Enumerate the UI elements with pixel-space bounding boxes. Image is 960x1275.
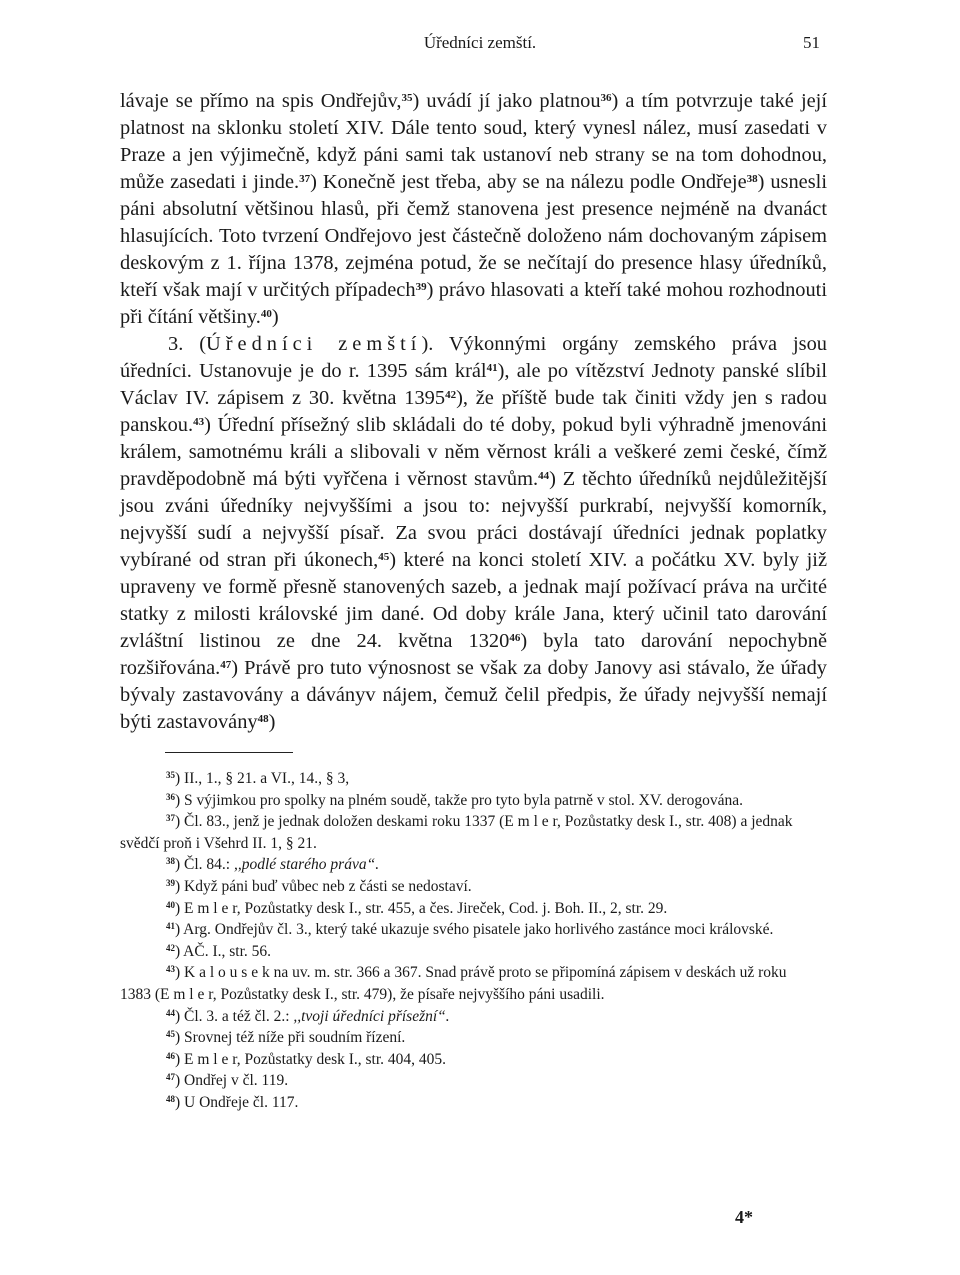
footnote-ref: 46 xyxy=(509,632,521,644)
footnote xyxy=(120,768,805,790)
footnote-text: ) AČ. I., str. 56. xyxy=(175,942,272,960)
footnote xyxy=(120,962,805,1005)
text-run: ), ale po vítězství Jednoty panské slíbil Václav IV. zápisem z 30. května 1395 xyxy=(120,360,827,409)
text-run: ), že příště bude tak činiti vždy jen s radou panskou. xyxy=(120,387,827,436)
text-run: lávaje se přímo na spis Ondřejův, xyxy=(120,90,402,112)
footnote-number: 46 xyxy=(166,1050,175,1061)
text-run: ) které na konci století XIV. a počátku XV. byly již upraveny ve formě přesně stanovených sazeb, a jednak mají požívací práva na určité statky z milosti královské jim dané. Od doby krále Jana, který učinil tato darování zvláštní listinou ze dne 24. května 1320 xyxy=(120,549,827,652)
text-run: ) právo hlasovati a kteří také mohou rozhodnouti při čítání většiny. xyxy=(120,279,827,328)
text-run: ) Konečně jest třeba, aby se na nálezu podle Ondřeje xyxy=(310,171,747,193)
footnote-ref: 44 xyxy=(538,470,550,482)
printer-signature-mark: 4* xyxy=(735,1207,753,1227)
footnote xyxy=(120,1092,805,1114)
footnote-quote: ,,tvoji úředníci přísežní“. xyxy=(293,1007,450,1025)
footnote-number: 48 xyxy=(166,1093,175,1104)
footnote xyxy=(120,941,805,963)
footnote-ref: 39 xyxy=(415,281,427,293)
footnote-ref: 48 xyxy=(257,713,269,725)
footnote-divider xyxy=(165,752,293,753)
footnote-text: ) Arg. Ondřejův čl. 3., který také ukazuje svého pisatele jako horlivého zastánce moci královské. xyxy=(175,921,774,939)
footnote-ref: 35 xyxy=(401,92,413,104)
footnote-number: 39 xyxy=(166,877,175,888)
footnote-ref: 40 xyxy=(260,308,272,320)
footnote-number: 38 xyxy=(166,856,175,867)
footnote-number: 43 xyxy=(166,964,175,975)
footnote xyxy=(120,876,805,898)
footnote xyxy=(120,854,805,876)
text-run: ) usnesli páni absolutní většinou hlasů, při čemž stanovena jest presence nejméně na dvanáct hlasujících. Toto tvrzení Ondřejovo jest částečně doloženo nám dochovaným zápisem deskovým z 1. října 1378, zejména potud, že se nečítají do presence hlasy úředníků, kteří však mají v určitých případech xyxy=(120,171,827,301)
text-run: ) xyxy=(271,306,279,328)
footnote-text: ) Čl. 84.: xyxy=(175,856,234,874)
footnote xyxy=(120,1006,805,1028)
footnote-text: ) Čl. 83., jenž je jednak doložen deskami roku 1337 (E m l e r, Pozůstatky desk I., str. 408) a jednak svědčí proň i Všehrd II. 1, § 21. xyxy=(120,813,793,852)
footnote-text: ) S výjimkou pro spolky na plném soudě, takže pro tyto byla patrně v stol. XV. derogována. xyxy=(175,791,743,809)
footnote-number: 36 xyxy=(166,791,175,802)
footnote-text: ) E m l e r, Pozůstatky desk I., str. 455, a čes. Jireček, Cod. j. Boh. II., 2, str. 29. xyxy=(175,899,668,917)
text-run: ). Výkonnými orgány zemského práva jsou úředníci. Ustanovuje je do r. 1395 sám král xyxy=(120,333,827,382)
text-run: ) Úřední přísežný slib skládali do té doby, pokud byli výhradně jmenováni králem, samotnému králi a slibovali v něm věrnost králi a veškeré zemi české, čímž pravděpodobně má býti vyřčena i věrnost stavům. xyxy=(120,414,827,490)
footnote xyxy=(120,1027,805,1049)
text-run: ) xyxy=(268,711,276,733)
text-run: ) Právě pro tuto výnosnost se však za doby Janovy asi stávalo, že úřady bývaly zastavovány a dáványv nájem, čemuž čelil předpis, že úřady nejvyšší nemají býti zastavovány xyxy=(120,657,827,733)
text-run: ) byla tato darování nepochybně rozšiřována. xyxy=(120,630,827,679)
footnote-quote: ,,podlé starého práva“. xyxy=(234,856,380,874)
footnote-ref: 42 xyxy=(445,389,457,401)
footnote-ref: 37 xyxy=(299,173,311,185)
footnotes xyxy=(120,768,805,1114)
footnote-text: ) U Ondřeje čl. 117. xyxy=(175,1093,299,1111)
footnote-text: ) Srovnej též níže při soudním řízení. xyxy=(175,1029,406,1047)
footnote xyxy=(120,790,805,812)
footnote-ref: 36 xyxy=(600,92,612,104)
paragraph-2 xyxy=(120,331,827,736)
footnote xyxy=(120,1049,805,1071)
text-run: 3. ( xyxy=(168,333,206,355)
footnote-text: ) K a l o u s e k na uv. m. str. 366 a 367. Snad právě proto se připomíná zápisem v deskách už roku 1383 (E m l e r, Pozůstatky desk I., str. 479), že písaře nejvyššího páni usadili. xyxy=(120,964,787,1003)
footnote-number: 37 xyxy=(166,813,175,824)
page-number: 51 xyxy=(803,33,820,52)
footnote-number: 42 xyxy=(166,942,175,953)
footnote-number: 44 xyxy=(166,1007,175,1018)
footnote-number: 47 xyxy=(166,1072,175,1083)
footnote-ref: 47 xyxy=(220,659,232,671)
footnote-number: 41 xyxy=(166,921,175,932)
running-header-title: Úředníci zemští. xyxy=(423,33,537,52)
footnote xyxy=(120,811,805,854)
text-run: ) Z těchto úředníků nejdůležitější jsou zváni úředníky nejvyššími a jsou to: nejvyšší purkrabí, nejvyšší komorník, nejvyšší sudí a nejvyšší písař. Za svou práci dostávají úředníci jednak poplatky vybírané od stran při úkonech, xyxy=(120,468,827,571)
footnote-number: 40 xyxy=(166,899,175,910)
footnote xyxy=(120,898,805,920)
footnote-text: ) Čl. 3. a též čl. 2.: xyxy=(175,1007,294,1025)
footnote-text: ) Když páni buď vůbec neb z části se nedostaví. xyxy=(175,877,472,895)
footnote-number: 35 xyxy=(166,770,175,780)
footnote-ref: 41 xyxy=(486,362,498,374)
section-heading: Úředníci zemští xyxy=(206,333,422,355)
footnote-ref: 43 xyxy=(193,416,205,428)
footnote-ref: 45 xyxy=(378,551,390,563)
footnote xyxy=(120,919,805,941)
footnote-text: ) Ondřej v čl. 119. xyxy=(175,1072,289,1090)
footnote xyxy=(120,1070,805,1092)
text-run: ) a tím potvrzuje také její platnost na sklonku století XIV. Dále tento soud, který vynesl nález, musí zasedati v Praze a jen výjimečně, když páni sami tak ustanoví neb strany se na tom dohodnou, může zasedati i jinde. xyxy=(120,90,827,193)
footnote-number: 45 xyxy=(166,1029,175,1040)
text-run: ) uvádí jí jako platnou xyxy=(412,90,601,112)
footnote-text: ) E m l e r, Pozůstatky desk I., str. 404, 405. xyxy=(175,1050,447,1068)
footnote-text: ) II., 1., § 21. a VI., 14., § 3, xyxy=(175,770,350,787)
main-text xyxy=(120,88,827,736)
footnote-ref: 38 xyxy=(746,173,758,185)
paragraph-1 xyxy=(120,88,827,331)
